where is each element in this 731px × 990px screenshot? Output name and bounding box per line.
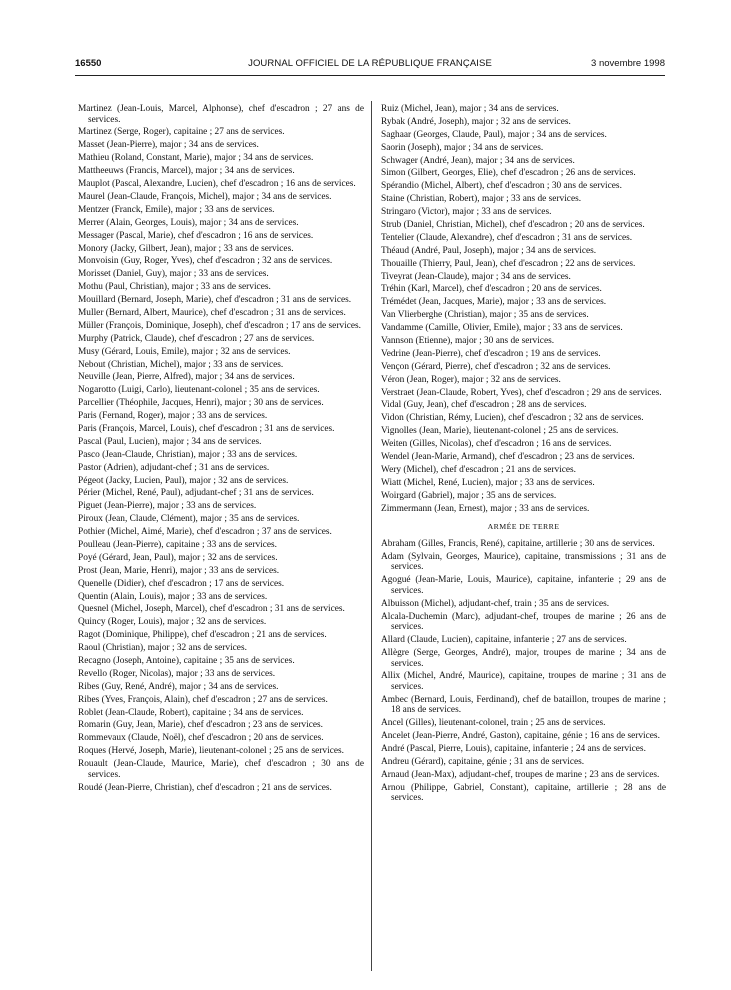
list-item: Andreu (Gérard), capitaine, génie ; 31 ans de services. — [381, 757, 585, 768]
list-item: Roudé (Jean-Pierre, Christian), chef d'escadron ; 21 ans de services. — [78, 782, 332, 793]
list-item: Allègre (Serge, Georges, André), major, troupes de marine ; 34 ans de services. — [381, 647, 666, 669]
list-item: Mouillard (Bernard, Joseph, Marie), chef d'escadron ; 31 ans de services. — [78, 295, 352, 306]
list-item: Merrer (Alain, Georges, Louis), major ; 34 ans de services. — [78, 217, 299, 228]
list-item: Piguet (Jean-Pierre), major ; 33 ans de services. — [78, 501, 257, 512]
list-item: Mathieu (Roland, Constant, Marie), major ; 34 ans de services. — [78, 153, 314, 164]
list-item: Neuville (Jean, Pierre, Alfred), major ; 34 ans de services. — [78, 372, 295, 383]
list-item: Martinez (Jean-Louis, Marcel, Alphonse), chef d'escadron ; 27 ans de services. — [78, 104, 364, 125]
list-item: Strub (Daniel, Christian, Michel), chef d'escadron ; 20 ans de services. — [381, 220, 645, 231]
list-item: Van Vlierberghe (Christian), major ; 35 ans de services. — [381, 310, 589, 321]
list-item: Morisset (Daniel, Guy), major ; 33 ans de services. — [78, 269, 269, 280]
list-item: Rommevaux (Claude, Noël), chef d'escadron ; 20 ans de services. — [78, 733, 324, 744]
list-item: Allix (Michel, André, Maurice), capitaine, troupes de marine ; 31 ans de services. — [381, 671, 666, 692]
list-item: Wery (Michel), chef d'escadron ; 21 ans de services. — [381, 464, 576, 475]
list-item: André (Pascal, Pierre, Louis), capitaine, infanterie ; 24 ans de services. — [381, 744, 646, 755]
list-item: Monvoisin (Guy, Roger, Yves), chef d'escadron ; 32 ans de services. — [78, 256, 333, 267]
list-item: Ambec (Bernard, Louis, Ferdinand), chef de bataillon, troupes de marine ; 18 ans de services. — [381, 694, 666, 716]
list-item: Woirgard (Gabriel), major ; 35 ans de services. — [381, 490, 557, 501]
list-item: Trémédet (Jean, Jacques, Marie), major ; 33 ans de services. — [381, 297, 607, 308]
list-item: Poyé (Gérard, Jean, Paul), major ; 32 ans de services. — [78, 552, 278, 563]
left-column — [78, 104, 364, 796]
list-item: Mentzer (Franck, Emile), major ; 33 ans de services. — [78, 204, 275, 215]
list-item: Albuisson (Michel), adjudant-chef, train ; 35 ans de services. — [381, 598, 610, 609]
list-item: Murphy (Patrick, Claude), chef d'escadron ; 27 ans de services. — [78, 333, 315, 344]
list-item: Tentelier (Claude, Alexandre), chef d'escadron ; 31 ans de services. — [381, 232, 633, 243]
page-header — [75, 58, 665, 72]
list-item: Muller (Bernard, Albert, Maurice), chef d'escadron ; 31 ans de services. — [78, 307, 346, 318]
right-column-bottom-list — [381, 539, 666, 804]
list-item: Stringaro (Victor), major ; 33 ans de services. — [381, 207, 552, 218]
list-item: Quenelle (Didier), chef d'escadron ; 17 ans de services. — [78, 578, 285, 589]
list-item: Poulleau (Jean-Pierre), capitaine ; 33 ans de services. — [78, 539, 277, 550]
list-item: Parcellier (Théophile, Jacques, Henri), major ; 30 ans de services. — [78, 398, 324, 409]
list-item: Romarin (Guy, Jean, Marie), chef d'escadron ; 23 ans de services. — [78, 720, 323, 731]
list-item: Pastor (Adrien), adjudant-chef ; 31 ans de services. — [78, 462, 270, 473]
publication-date: 3 novembre 1998 — [591, 58, 665, 69]
list-item: Ragot (Dominique, Philippe), chef d'escadron ; 21 ans de services. — [78, 630, 327, 641]
list-item: Arnou (Philippe, Gabriel, Constant), capitaine, artillerie ; 28 ans de services. — [381, 782, 666, 804]
list-item: Recagno (Joseph, Antoine), capitaine ; 35 ans de services. — [78, 656, 295, 666]
list-item: Ancelet (Jean-Pierre, André, Gaston), capitaine, génie ; 16 ans de services. — [381, 731, 660, 742]
list-item: Vignolles (Jean, Marie), lieutenant-colonel ; 25 ans de services. — [381, 426, 619, 437]
header-rule — [75, 75, 665, 76]
list-item: Saghaar (Georges, Claude, Paul), major ; 34 ans de services. — [381, 129, 607, 140]
list-item: Messager (Pascal, Marie), chef d'escadron ; 16 ans de services. — [78, 230, 314, 241]
journal-title: JOURNAL OFFICIEL DE LA RÉPUBLIQUE FRANÇAISE — [248, 58, 492, 69]
list-item: Rouault (Jean-Claude, Maurice, Marie), chef d'escadron ; 30 ans de services. — [78, 759, 364, 780]
page-number: 16550 — [75, 58, 102, 69]
list-item: Müller (François, Dominique, Joseph), chef d'escadron ; 17 ans de services. — [78, 320, 361, 331]
list-item: Vidal (Guy, Jean), chef d'escadron ; 28 ans de services. — [381, 400, 587, 411]
list-item: Schwager (André, Jean), major ; 34 ans de services. — [381, 155, 575, 166]
list-item: Vedrine (Jean-Pierre), chef d'escadron ; 19 ans de services. — [381, 348, 601, 359]
list-item: Quesnel (Michel, Joseph, Marcel), chef d'escadron ; 31 ans de services. — [78, 604, 345, 615]
list-item: Vidon (Christian, Rémy, Lucien), chef d'escadron ; 32 ans de services. — [381, 413, 644, 424]
list-item: Spérandio (Michel, Albert), chef d'escadron ; 30 ans de services. — [381, 181, 622, 192]
list-item: Roblet (Jean-Claude, Robert), capitaine ; 34 ans de services. — [78, 707, 304, 718]
list-item: Arnaud (Jean-Max), adjudant-chef, troupes de marine ; 23 ans de services. — [381, 769, 660, 780]
list-item: Abraham (Gilles, Francis, René), capitaine, artillerie ; 30 ans de services. — [381, 538, 655, 549]
list-item: Staine (Christian, Robert), major ; 33 ans de services. — [381, 194, 582, 205]
list-item: Nebout (Christian, Michel), major ; 33 ans de services. — [78, 359, 284, 370]
list-item: Verstraet (Jean-Claude, Robert, Yves), chef d'escadron ; 29 ans de services. — [381, 387, 662, 398]
list-item: Mattheeuws (Francis, Marcel), major ; 34 ans de services. — [78, 166, 295, 177]
list-item: Mothu (Paul, Christian), major ; 33 ans de services. — [78, 282, 271, 293]
list-item: Masset (Jean-Pierre), major ; 34 ans de services. — [78, 140, 259, 151]
section-title: ARMÉE DE TERRE — [487, 522, 560, 532]
list-item: Saorin (Joseph), major ; 34 ans de services. — [381, 142, 544, 153]
list-item: Tréhin (Karl, Marcel), chef d'escadron ; 20 ans de services. — [381, 284, 602, 295]
list-item: Vandamme (Camille, Olivier, Emile), major ; 33 ans de services. — [381, 323, 623, 334]
list-item: Nogarotto (Luigi, Carlo), lieutenant-colonel ; 35 ans de services. — [78, 385, 320, 396]
list-item: Thouaille (Thierry, Paul, Jean), chef d'escadron ; 22 ans de services. — [381, 258, 636, 269]
list-item: Pasco (Jean-Claude, Christian), major ; 33 ans de services. — [78, 449, 298, 460]
list-item: Monory (Jacky, Gilbert, Jean), major ; 33 ans de services. — [78, 243, 294, 254]
list-item: Maurel (Jean-Claude, François, Michel), major ; 34 ans de services. — [78, 191, 332, 202]
list-item: Rybak (André, Joseph), major ; 32 ans de services. — [381, 116, 571, 127]
list-item: Pascal (Paul, Lucien), major ; 34 ans de services. — [78, 436, 262, 447]
list-item: Théaud (André, Paul, Joseph), major ; 34 ans de services. — [381, 245, 597, 256]
list-item: Périer (Michel, René, Paul), adjudant-chef ; 31 ans de services. — [78, 488, 314, 499]
list-item: Tiveyrat (Jean-Claude), major ; 34 ans de services. — [381, 271, 571, 282]
list-item: Agogué (Jean-Marie, Louis, Maurice), capitaine, infanterie ; 29 ans de services. — [381, 575, 666, 596]
list-item: Musy (Gérard, Louis, Emile), major ; 32 ans de services. — [78, 346, 291, 357]
list-item: Allard (Claude, Lucien), capitaine, infanterie ; 27 ans de services. — [381, 635, 627, 646]
list-item: Paris (Fernand, Roger), major ; 33 ans de services. — [78, 411, 268, 422]
list-item: Paris (François, Marcel, Louis), chef d'escadron ; 31 ans de services. — [78, 423, 335, 434]
right-column-top-list — [381, 104, 666, 514]
list-item: Martinez (Serge, Roger), capitaine ; 27 ans de services. — [78, 127, 285, 138]
list-item: Pothier (Michel, Aimé, Marie), chef d'escadron ; 37 ans de services. — [78, 527, 332, 538]
list-item: Vençon (Gérard, Pierre), chef d'escadron ; 32 ans de services. — [381, 361, 611, 372]
right-column — [381, 104, 666, 806]
list-item: Wiatt (Michel, René, Lucien), major ; 33 ans de services. — [381, 477, 595, 488]
list-item: Piroux (Jean, Claude, Clément), major ; 35 ans de services. — [78, 514, 300, 525]
list-item: Adam (Sylvain, Georges, Maurice), capitaine, transmissions ; 31 ans de services. — [381, 551, 666, 573]
list-item: Prost (Jean, Marie, Henri), major ; 33 ans de services. — [78, 565, 280, 576]
list-item: Alcala-Duchemin (Marc), adjudant-chef, troupes de marine ; 26 ans de services. — [381, 611, 666, 633]
list-item: Raoul (Christian), major ; 32 ans de services. — [78, 643, 247, 654]
list-item: Vannson (Etienne), major ; 30 ans de services. — [381, 336, 555, 347]
list-item: Ruiz (Michel, Jean), major ; 34 ans de services. — [381, 104, 559, 114]
list-item: Zimmermann (Jean, Ernest), major ; 33 ans de services. — [381, 503, 590, 514]
column-divider — [371, 101, 372, 971]
list-item: Pégeot (Jacky, Lucien, Paul), major ; 32 ans de services. — [78, 475, 289, 486]
list-item: Quentin (Alain, Louis), major ; 33 ans de services. — [78, 591, 268, 602]
list-item: Weiten (Gilles, Nicolas), chef d'escadron ; 16 ans de services. — [381, 439, 612, 450]
list-item: Simon (Gilbert, Georges, Elie), chef d'escadron ; 26 ans de services. — [381, 168, 636, 179]
list-item: Revello (Roger, Nicolas), major ; 33 ans de services. — [78, 668, 276, 679]
list-item: Ribes (Yves, François, Alain), chef d'escadron ; 27 ans de services. — [78, 694, 328, 705]
list-item: Quincy (Roger, Louis), major ; 32 ans de services. — [78, 617, 267, 628]
list-item: Mauplot (Pascal, Alexandre, Lucien), chef d'escadron ; 16 ans de services. — [78, 179, 356, 190]
list-item: Véron (Jean, Roger), major ; 32 ans de services. — [381, 374, 561, 385]
list-item: Roques (Hervé, Joseph, Marie), lieutenant-colonel ; 25 ans de services. — [78, 746, 344, 757]
list-item: Ribes (Guy, René, André), major ; 34 ans de services. — [78, 681, 279, 692]
list-item: Wendel (Jean-Marie, Armand), chef d'escadron ; 23 ans de services. — [381, 452, 635, 463]
list-item: Ancel (Gilles), lieutenant-colonel, train ; 25 ans de services. — [381, 718, 606, 729]
